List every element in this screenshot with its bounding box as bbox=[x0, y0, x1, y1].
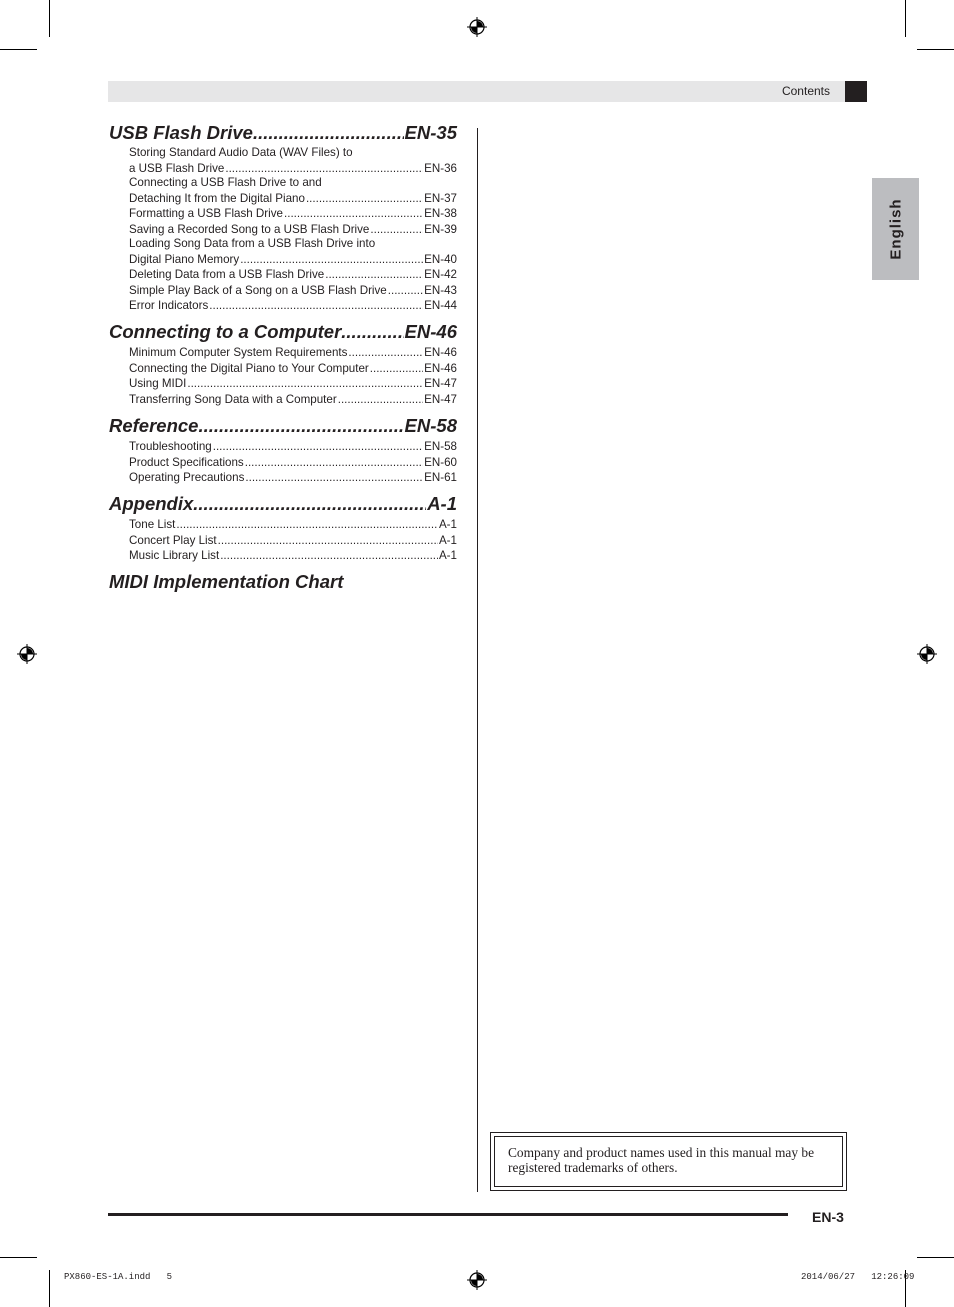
toc-entry-text: Using MIDI bbox=[129, 377, 187, 390]
toc-entry-page: EN-44 bbox=[424, 299, 457, 312]
dot-leader bbox=[240, 252, 423, 268]
print-slug-date: 2014/06/27 12:26:09 bbox=[801, 1272, 915, 1282]
toc-item-list bbox=[109, 345, 457, 407]
toc-section-heading[interactable] bbox=[109, 122, 457, 144]
toc-entry-text: Product Specifications bbox=[129, 455, 244, 469]
toc-entry[interactable] bbox=[129, 345, 457, 361]
toc-section-heading[interactable] bbox=[109, 571, 457, 593]
toc-section-page: EN-35 bbox=[404, 122, 457, 143]
print-slug-file: PX860-ES-1A.indd 5 bbox=[64, 1272, 173, 1282]
toc-entry-page: EN-47 bbox=[424, 392, 457, 406]
toc-entry-text: Simple Play Back of a Song on a USB Flash Drive bbox=[129, 283, 387, 297]
crop-mark bbox=[905, 0, 906, 37]
toc-entry-text: Saving a Recorded Song to a USB Flash Drive bbox=[129, 222, 370, 236]
toc-entry-text: Formatting a USB Flash Drive bbox=[129, 207, 283, 220]
toc-entry-page: EN-47 bbox=[424, 377, 457, 390]
crop-mark bbox=[49, 1270, 50, 1307]
dot-leader bbox=[193, 493, 426, 515]
toc-section bbox=[109, 122, 457, 314]
toc-entry-page: EN-40 bbox=[424, 252, 457, 266]
column-divider bbox=[477, 128, 478, 1192]
header-marker bbox=[845, 81, 867, 102]
registration-mark-icon bbox=[467, 17, 487, 37]
toc-entry[interactable] bbox=[129, 392, 457, 408]
dot-leader bbox=[284, 206, 423, 222]
toc-entry-text: Detaching It from the Digital Piano bbox=[129, 191, 305, 205]
page-number: EN-3 bbox=[812, 1209, 844, 1225]
toc-section-title: Appendix bbox=[109, 493, 194, 514]
toc-entry-page: EN-37 bbox=[424, 191, 457, 205]
dot-leader bbox=[306, 191, 423, 207]
header-label: Contents bbox=[781, 84, 830, 98]
toc-section-page: EN-46 bbox=[404, 321, 457, 342]
trademark-note: Company and product names used in this manual may be registered trademarks of others. bbox=[508, 1145, 815, 1175]
toc-section bbox=[109, 571, 457, 593]
dot-leader bbox=[187, 376, 423, 392]
toc-entry[interactable] bbox=[129, 439, 457, 455]
toc-section bbox=[109, 415, 457, 486]
crop-mark bbox=[917, 1257, 954, 1258]
toc-entry-page: EN-39 bbox=[424, 222, 457, 236]
dot-leader bbox=[245, 470, 423, 486]
toc-entry[interactable] bbox=[129, 548, 457, 564]
toc-section-page: EN-58 bbox=[404, 415, 457, 436]
toc-entry-page: EN-46 bbox=[424, 361, 457, 375]
toc-entry-text: Transferring Song Data with a Computer bbox=[129, 392, 337, 406]
toc-entry-text: Minimum Computer System Requirements bbox=[129, 346, 348, 359]
toc-section-heading[interactable] bbox=[109, 321, 457, 343]
registration-mark-icon bbox=[17, 644, 37, 664]
toc-entry-page: EN-36 bbox=[424, 161, 457, 175]
toc-section bbox=[109, 493, 457, 564]
toc-entry-text: Error Indicators bbox=[129, 299, 209, 312]
toc-section bbox=[109, 321, 457, 407]
toc-entry-text: Digital Piano Memory bbox=[129, 252, 240, 266]
toc-entry[interactable] bbox=[129, 146, 457, 176]
toc-section-title: MIDI Implementation Chart bbox=[109, 571, 344, 592]
language-tab-label: English bbox=[887, 198, 904, 260]
toc-section-title: USB Flash Drive bbox=[109, 122, 253, 143]
language-tab bbox=[872, 178, 919, 280]
toc-entry-page: EN-43 bbox=[424, 283, 457, 297]
dot-leader bbox=[348, 345, 423, 361]
toc-entry-text: Troubleshooting bbox=[129, 440, 212, 453]
toc-entry[interactable] bbox=[129, 361, 457, 377]
toc-entry-page: A-1 bbox=[438, 533, 457, 547]
crop-mark bbox=[49, 0, 50, 37]
toc-entry-text: Music Library List bbox=[129, 549, 220, 562]
toc-section-heading[interactable] bbox=[109, 415, 457, 437]
dot-leader bbox=[213, 439, 423, 455]
toc-section-title: Connecting to a Computer bbox=[109, 321, 342, 342]
dot-leader bbox=[218, 533, 438, 549]
dot-leader bbox=[176, 517, 438, 533]
dot-leader bbox=[388, 283, 423, 299]
registration-mark-icon bbox=[467, 1270, 487, 1290]
dot-leader bbox=[253, 122, 404, 144]
dot-leader bbox=[338, 392, 423, 408]
dot-leader bbox=[225, 161, 423, 177]
toc-item-list bbox=[109, 517, 457, 564]
toc-entry-page: EN-38 bbox=[424, 207, 457, 220]
dot-leader bbox=[220, 548, 438, 564]
toc-entry[interactable] bbox=[129, 298, 457, 314]
toc-entry-page: EN-60 bbox=[424, 455, 457, 469]
dot-leader bbox=[198, 415, 403, 437]
toc-entry-text: Concert Play List bbox=[129, 533, 217, 547]
toc-entry-page: A-1 bbox=[438, 518, 457, 531]
toc-entry[interactable] bbox=[129, 283, 457, 299]
toc-entry-text: Deleting Data from a USB Flash Drive bbox=[129, 268, 325, 281]
dot-leader bbox=[325, 267, 423, 283]
toc-entry-text: Connecting the Digital Piano to Your Computer bbox=[129, 361, 369, 375]
toc-entry[interactable] bbox=[129, 206, 457, 222]
trademark-box bbox=[494, 1136, 843, 1187]
toc-entry-page: EN-42 bbox=[424, 268, 457, 281]
toc-entry[interactable] bbox=[129, 267, 457, 283]
footer-rule bbox=[108, 1213, 788, 1216]
toc-entry-page: EN-61 bbox=[424, 471, 457, 484]
toc-section-page: A-1 bbox=[427, 493, 457, 514]
toc-entry[interactable] bbox=[129, 470, 457, 486]
toc-section-heading[interactable] bbox=[109, 493, 457, 515]
crop-mark bbox=[917, 49, 954, 50]
toc-entry-page: A-1 bbox=[438, 549, 457, 562]
toc-entry-text-line1: Connecting a USB Flash Drive to and bbox=[129, 176, 322, 189]
toc-entry-text: Operating Precautions bbox=[129, 471, 245, 484]
toc-entry[interactable] bbox=[129, 376, 457, 392]
crop-mark bbox=[0, 1257, 37, 1258]
dot-leader bbox=[209, 298, 423, 314]
toc-entry[interactable] bbox=[129, 455, 457, 471]
toc-entry-text: a USB Flash Drive bbox=[129, 161, 225, 175]
dot-leader bbox=[341, 321, 403, 343]
toc-item-list bbox=[109, 439, 457, 486]
registration-mark-icon bbox=[917, 644, 937, 664]
toc-entry[interactable] bbox=[129, 237, 457, 267]
toc-item-list bbox=[109, 146, 457, 314]
dot-leader bbox=[370, 222, 423, 238]
toc-entry-page: EN-58 bbox=[424, 440, 457, 453]
toc-section-title: Reference bbox=[109, 415, 199, 436]
toc-entry-page: EN-46 bbox=[424, 346, 457, 359]
toc-entry[interactable] bbox=[129, 533, 457, 549]
toc-entry[interactable] bbox=[129, 517, 457, 533]
toc-entry-text-line1: Storing Standard Audio Data (WAV Files) to bbox=[129, 146, 353, 159]
toc-entry-text-line1: Loading Song Data from a USB Flash Drive into bbox=[129, 237, 376, 250]
toc-entry[interactable] bbox=[129, 176, 457, 206]
dot-leader bbox=[370, 361, 423, 377]
toc-entry-text: Tone List bbox=[129, 518, 176, 531]
dot-leader bbox=[245, 455, 423, 471]
toc-entry[interactable] bbox=[129, 222, 457, 238]
header-band bbox=[108, 81, 845, 102]
crop-mark bbox=[0, 49, 37, 50]
